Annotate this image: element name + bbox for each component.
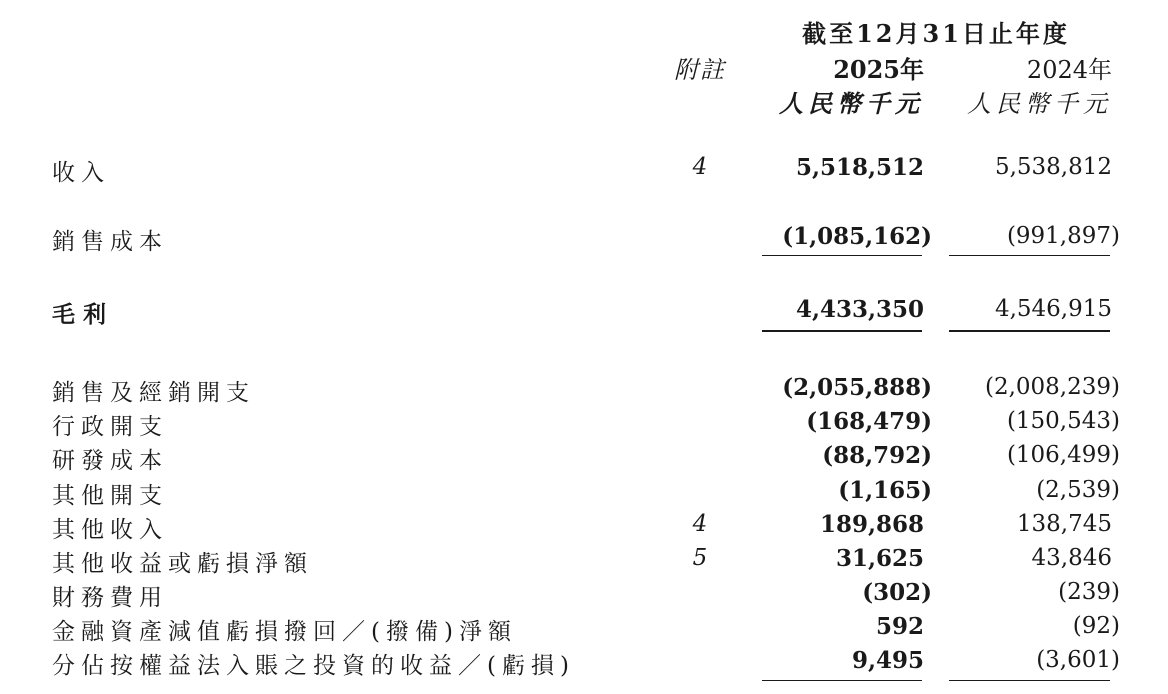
currency-current-header: 人民幣千元 — [779, 89, 924, 118]
currency-prior-header: 人民幣千元 — [967, 90, 1112, 118]
row-value-current-revenue: 5,518,512 — [795, 154, 924, 181]
row-value-current-other-expenses: (1,165) — [838, 477, 932, 504]
row-label-other-income: 其他收入 — [52, 517, 168, 543]
row-value-current-admin-expenses: (168,479) — [806, 408, 932, 435]
row-value-current-rd-costs: (88,792) — [822, 442, 932, 469]
row-value-current-gross-profit: 4,433,350 — [795, 296, 924, 323]
subtotal-rule-prior — [949, 255, 1110, 256]
row-value-current-share-of-equity-investments: 9,495 — [851, 647, 924, 674]
row-value-prior-impairment-reversal: (92) — [1072, 613, 1120, 639]
subtotal-rule-current — [762, 255, 922, 256]
row-value-prior-other-expenses: (2,539) — [1036, 477, 1120, 503]
row-label-other-expenses: 其他開支 — [52, 483, 168, 509]
row-label-share-of-equity-investments: 分佔按權益法入賬之投資的收益／(虧損) — [52, 653, 575, 679]
row-label-finance-costs: 財務費用 — [52, 585, 168, 611]
row-label-other-gains-losses: 其他收益或虧損淨額 — [52, 551, 313, 577]
row-value-prior-share-of-equity-investments: (3,601) — [1036, 647, 1120, 673]
row-value-current-finance-costs: (302) — [862, 579, 932, 606]
row-value-current-impairment-reversal: 592 — [875, 613, 924, 640]
row-label-admin-expenses: 行政開支 — [52, 414, 168, 440]
gross-profit-rule-current — [762, 330, 922, 332]
row-label-cost-of-sales: 銷售成本 — [52, 229, 168, 255]
row-value-current-selling-expenses: (2,055,888) — [782, 374, 932, 401]
period-title: 截至12月31日止年度 — [802, 19, 1070, 48]
row-label-gross-profit: 毛利 — [52, 301, 114, 328]
row-label-revenue: 收入 — [52, 160, 110, 186]
bottom-rule-current — [762, 680, 922, 681]
bottom-rule-prior — [949, 680, 1110, 681]
row-value-prior-cost-of-sales: (991,897) — [1006, 223, 1120, 249]
row-value-current-other-gains-losses: 31,625 — [835, 545, 924, 572]
row-value-prior-rd-costs: (106,499) — [1006, 442, 1120, 468]
row-note-other-income: 4 — [692, 511, 708, 537]
row-note-revenue: 4 — [692, 154, 708, 180]
row-value-prior-revenue: 5,538,812 — [994, 154, 1112, 180]
year-prior-header: 2024年 — [1026, 56, 1112, 84]
row-value-current-cost-of-sales: (1,085,162) — [782, 223, 932, 250]
row-value-prior-gross-profit: 4,546,915 — [994, 296, 1112, 322]
note-column-header: 附註 — [674, 56, 726, 84]
row-value-current-other-income: 189,868 — [819, 511, 924, 538]
row-value-prior-selling-expenses: (2,008,239) — [984, 374, 1120, 400]
row-label-impairment-reversal: 金融資產減值虧損撥回／(撥備)淨額 — [52, 619, 517, 645]
row-note-other-gains-losses: 5 — [692, 545, 708, 571]
row-label-rd-costs: 研發成本 — [52, 448, 168, 474]
row-value-prior-admin-expenses: (150,543) — [1006, 408, 1120, 434]
row-value-prior-other-gains-losses: 43,846 — [1031, 545, 1112, 571]
year-current-header: 2025年 — [833, 55, 924, 84]
row-value-prior-other-income: 138,745 — [1016, 511, 1112, 537]
row-value-prior-finance-costs: (239) — [1058, 579, 1120, 605]
row-label-selling-expenses: 銷售及經銷開支 — [52, 380, 255, 406]
gross-profit-rule-prior — [949, 330, 1110, 332]
